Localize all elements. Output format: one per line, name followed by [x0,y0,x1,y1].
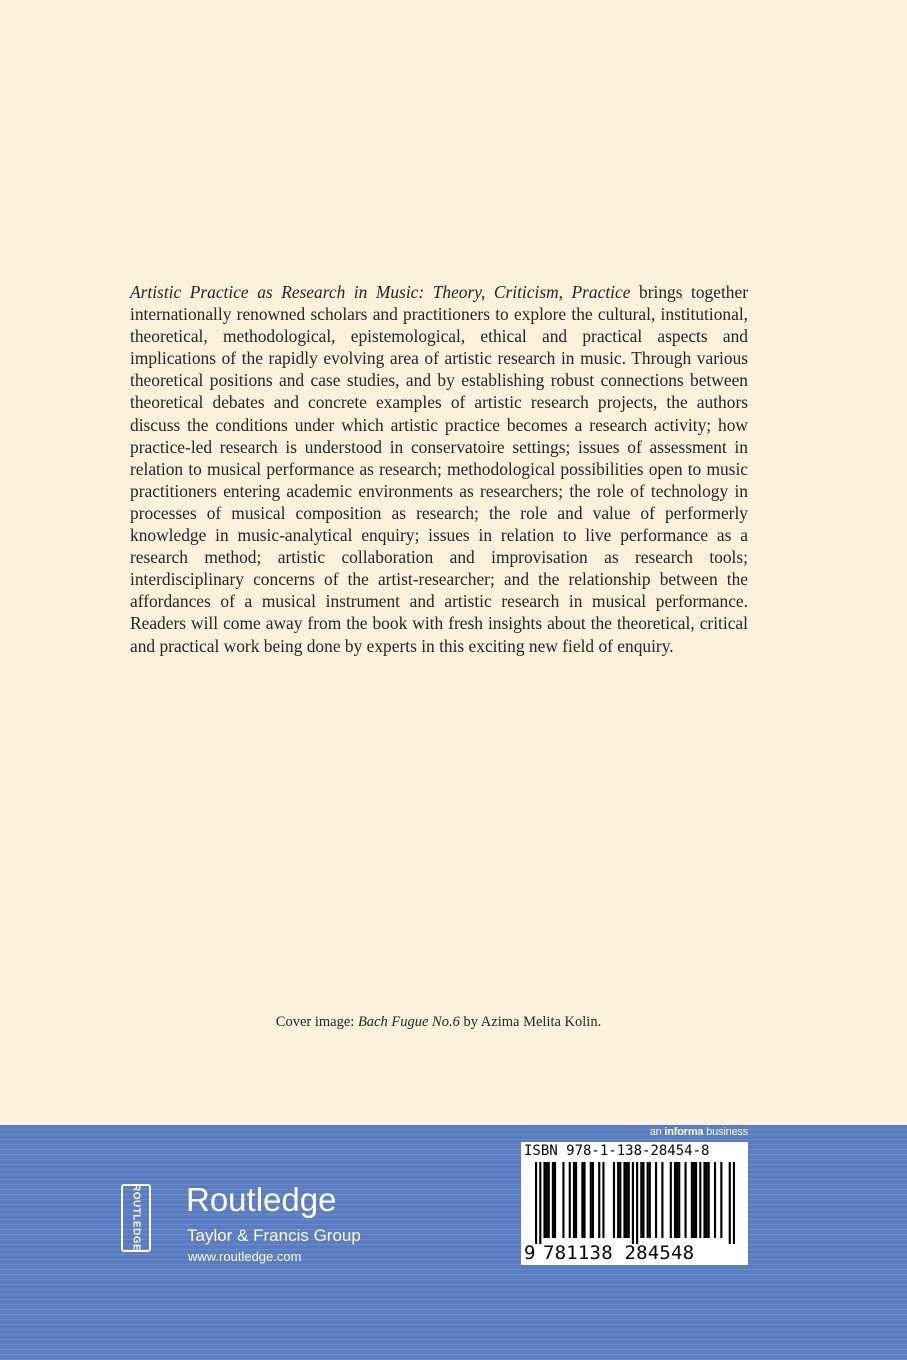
routledge-logo-mark: ROUTLEDGE [121,1184,151,1252]
isbn-digits: 781138 284548 [543,1242,695,1264]
barcode-bar [581,1162,583,1238]
barcode-bar [619,1162,621,1238]
barcode-bar [708,1162,710,1238]
barcode-bar [655,1162,657,1238]
credit-suffix: by Azima Melita Kolin. [459,1014,602,1030]
cover-image-credit [0,1014,877,1031]
barcode-bar [539,1162,541,1244]
barcode-bar [623,1162,625,1238]
barcode-bar [706,1162,708,1238]
credit-prefix: Cover image: [275,1014,358,1030]
barcode-bar [583,1162,585,1238]
barcode-bar [714,1162,716,1238]
blurb-text: brings together internationally renowned scholars and practitioners to explore the cultural, institutional, theoretical, methodological, epistemological, ethical and practical aspects and implications of the rapidly evolving area of artistic research in music. Through various theoretical positions and case studies, and by establishing robust connections between theoretical debates and concrete examples of artistic research projects, the authors discuss the conditions under which artistic practice becomes a research activity; how practice-led research is understood in conservatoire settings; issues of assessment in relation to musical performance as research; methodological possibilities open to music practitioners entering academic environments as researchers; the role of technology in processes of musical composition as research; the role and value of performerly knowledge in music-analytical enquiry; issues in relation to live performance as a research method; artistic collaboration and improvisation as research tools; interdisciplinary concerns of the artist-researcher; and the relationship between the affordances of a musical instrument and artistic research in musical performance. Readers will come away from the book with fresh insights about the theoretical, critical and practical work being done by experts in this exciting new field of enquiry. [130,282,748,656]
barcode-bar [691,1162,693,1238]
barcode-bars [535,1162,735,1244]
barcode-bar [562,1162,564,1238]
publisher-name: Routledge [186,1181,337,1218]
cover-blurb [130,281,748,657]
barcode-bar [661,1162,663,1238]
barcode-bar [543,1162,545,1238]
tagline-suffix: business [703,1126,748,1138]
barcode-bar [569,1162,571,1238]
barcode-bar [592,1162,594,1238]
informa-tagline [650,1126,748,1138]
barcode-bar [626,1162,628,1238]
isbn-lead-digit: 9 [524,1242,536,1264]
barcode-bar [699,1162,701,1238]
barcode-bar [695,1162,697,1238]
barcode-bar [640,1162,642,1238]
barcode-bar [649,1162,651,1238]
barcode-bar [548,1162,550,1238]
barcode-bar [693,1162,695,1238]
isbn-label: ISBN 978-1-138-28454-8 [524,1143,710,1159]
barcode-bar [575,1162,577,1238]
barcode-bar [720,1162,722,1238]
publisher-url: www.routledge.com [188,1249,302,1264]
barcode-bar [554,1162,556,1238]
credit-work-title: Bach Fugue No.6 [357,1014,460,1030]
barcode-bar [628,1162,630,1238]
publisher-group: Taylor & Francis Group [187,1226,361,1245]
barcode-bar [617,1162,619,1238]
barcode-bar [546,1162,548,1238]
barcode-bar [684,1162,686,1238]
barcode-bar [602,1162,604,1238]
barcode-bar [729,1162,731,1244]
tagline-prefix: an [649,1126,665,1138]
barcode-bar [598,1162,600,1238]
barcode-bar [670,1162,672,1238]
barcode-bar [674,1162,676,1238]
barcode-bar [613,1162,615,1238]
barcode-bar [647,1162,649,1238]
barcode-bar [636,1162,638,1244]
barcode-bar [678,1162,680,1238]
book-title: Artistic Practice as Research in Music: Theory, Criticism, Practice [130,282,631,302]
barcode-bar [590,1162,592,1238]
tagline-brand: informa [664,1126,704,1138]
barcode-bar [552,1162,554,1238]
barcode-bar [703,1162,705,1238]
barcode-bar [535,1162,537,1244]
barcode-bar [676,1162,678,1238]
barcode-bar [632,1162,634,1244]
barcode-bar [642,1162,644,1238]
isbn-barcode [521,1142,748,1265]
barcode-bar [733,1162,735,1244]
barcode-bar [573,1162,575,1238]
